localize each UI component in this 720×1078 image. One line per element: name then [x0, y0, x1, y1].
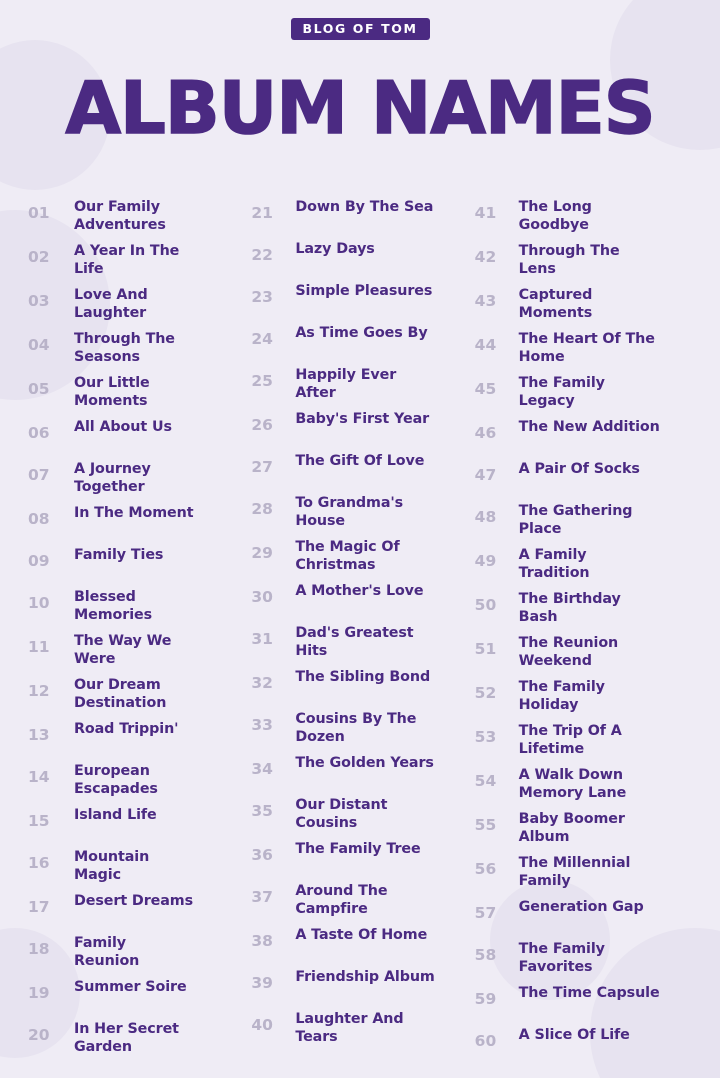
list-item — [475, 242, 698, 278]
album-number: 48 — [474, 507, 497, 526]
album-name: The Heart Of The Home — [518, 330, 655, 365]
album-number: 27 — [251, 457, 273, 476]
album-name: Through The Seasons — [74, 330, 175, 365]
list-item — [251, 926, 474, 960]
album-number: 25 — [251, 371, 273, 390]
album-name: Our Family Adventures — [74, 198, 166, 233]
album-number: 21 — [251, 203, 273, 222]
album-name: The Family Legacy — [518, 374, 605, 409]
album-number: 24 — [251, 329, 273, 348]
album-number: 49 — [474, 551, 497, 570]
list-item — [28, 504, 251, 538]
list-item — [251, 668, 474, 702]
album-number: 35 — [251, 801, 273, 820]
album-name: The Family Holiday — [518, 678, 605, 713]
list-item — [251, 240, 474, 274]
list-item — [251, 840, 474, 874]
album-number: 03 — [28, 291, 50, 310]
list-item — [28, 330, 251, 366]
album-number: 55 — [474, 815, 497, 834]
list-item — [475, 502, 698, 538]
album-number: 57 — [474, 903, 497, 922]
list-item — [475, 546, 698, 582]
album-number: 20 — [28, 1025, 50, 1044]
album-number: 28 — [251, 499, 273, 518]
album-name: The New Addition — [518, 418, 660, 435]
album-number: 01 — [28, 203, 50, 222]
album-number: 37 — [251, 887, 273, 906]
album-name: Mountain Magic — [74, 848, 150, 883]
album-number: 06 — [28, 423, 50, 442]
album-number: 16 — [28, 853, 50, 872]
album-name: Captured Moments — [518, 286, 593, 321]
album-number: 23 — [251, 287, 273, 306]
album-name: Summer Soire — [74, 978, 187, 995]
list-item — [28, 762, 251, 798]
album-name: Friendship Album — [295, 968, 435, 985]
album-name: The Long Goodbye — [518, 198, 592, 233]
album-number: 26 — [251, 415, 273, 434]
list-item — [251, 282, 474, 316]
list-item — [475, 418, 698, 452]
list-item — [28, 720, 251, 754]
album-name: Cousins By The Dozen — [295, 710, 417, 745]
album-number: 40 — [251, 1015, 273, 1034]
list-item — [28, 934, 251, 970]
album-name: The Gathering Place — [518, 502, 633, 537]
album-list — [0, 198, 720, 1060]
album-name: The Way We Were — [74, 632, 172, 667]
list-item — [475, 460, 698, 494]
album-column-3 — [475, 198, 698, 1060]
album-number: 07 — [28, 465, 50, 484]
list-item — [475, 854, 698, 890]
album-name: Baby's First Year — [295, 410, 430, 427]
album-name: The Trip Of A Lifetime — [518, 722, 622, 757]
album-number: 41 — [474, 203, 497, 222]
list-item — [475, 330, 698, 366]
album-number: 18 — [28, 939, 50, 958]
album-name: Down By The Sea — [295, 198, 434, 215]
album-number: 36 — [251, 845, 273, 864]
list-item — [251, 882, 474, 918]
list-item — [475, 286, 698, 322]
list-item — [28, 242, 251, 278]
album-name: Blessed Memories — [74, 588, 153, 623]
album-number: 53 — [474, 727, 497, 746]
list-item — [251, 754, 474, 788]
album-number: 51 — [474, 639, 497, 658]
album-number: 32 — [251, 673, 273, 692]
album-name: Laughter And Tears — [295, 1010, 404, 1045]
list-item — [475, 1026, 698, 1060]
list-item — [251, 624, 474, 660]
album-name: All About Us — [74, 418, 172, 435]
list-item — [475, 590, 698, 626]
list-item — [28, 632, 251, 668]
list-item — [28, 286, 251, 322]
album-name: Baby Boomer Album — [518, 810, 625, 845]
album-number: 59 — [474, 989, 497, 1008]
album-name: Love And Laughter — [74, 286, 148, 321]
page-title: ALBUM NAMES — [65, 65, 655, 150]
album-name: To Grandma's House — [295, 494, 404, 529]
list-item — [475, 634, 698, 670]
list-item — [251, 410, 474, 444]
list-item — [475, 722, 698, 758]
list-item — [28, 588, 251, 624]
list-item — [475, 766, 698, 802]
album-name: The Family Favorites — [518, 940, 605, 975]
album-name: The Time Capsule — [518, 984, 660, 1001]
album-number: 43 — [474, 291, 497, 310]
album-name: The Family Tree — [295, 840, 421, 857]
album-number: 10 — [28, 593, 50, 612]
list-item — [28, 978, 251, 1012]
album-name: Desert Dreams — [74, 892, 194, 909]
album-name: A Mother's Love — [295, 582, 424, 599]
album-name: The Birthday Bash — [518, 590, 621, 625]
list-item — [251, 582, 474, 616]
album-column-2 — [251, 198, 474, 1060]
album-name: Family Reunion — [74, 934, 140, 969]
list-item — [28, 892, 251, 926]
album-name: Road Trippin' — [74, 720, 179, 737]
album-name: A Walk Down Memory Lane — [518, 766, 627, 801]
list-item — [251, 324, 474, 358]
album-name: The Magic Of Christmas — [295, 538, 400, 573]
album-number: 45 — [474, 379, 497, 398]
list-item — [28, 374, 251, 410]
album-name: As Time Goes By — [295, 324, 428, 341]
list-item — [251, 796, 474, 832]
list-item — [251, 494, 474, 530]
album-name: The Reunion Weekend — [518, 634, 619, 669]
list-item — [28, 676, 251, 712]
album-name: A Journey Together — [74, 460, 151, 495]
list-item — [28, 848, 251, 884]
album-name: A Taste Of Home — [295, 926, 428, 943]
list-item — [251, 968, 474, 1002]
album-name: In Her Secret Garden — [74, 1020, 179, 1055]
album-name: The Golden Years — [295, 754, 434, 771]
album-number: 09 — [28, 551, 50, 570]
album-name: Dad's Greatest Hits — [295, 624, 414, 659]
album-number: 34 — [251, 759, 273, 778]
album-name: Lazy Days — [295, 240, 375, 257]
list-item — [251, 538, 474, 574]
list-item — [251, 1010, 474, 1046]
album-name: The Gift Of Love — [295, 452, 425, 469]
list-item — [28, 806, 251, 840]
album-number: 50 — [474, 595, 497, 614]
album-name: Our Dream Destination — [74, 676, 167, 711]
album-number: 52 — [474, 683, 497, 702]
album-number: 31 — [251, 629, 273, 648]
list-item — [28, 198, 251, 234]
list-item — [28, 460, 251, 496]
album-number: 42 — [474, 247, 497, 266]
album-number: 60 — [474, 1031, 497, 1050]
list-item — [251, 710, 474, 746]
album-number: 12 — [28, 681, 50, 700]
album-number: 19 — [28, 983, 50, 1002]
list-item — [475, 984, 698, 1018]
album-name: Happily Ever After — [295, 366, 397, 401]
album-name: A Family Tradition — [518, 546, 590, 581]
album-number: 56 — [474, 859, 497, 878]
album-number: 47 — [474, 465, 497, 484]
album-number: 38 — [251, 931, 273, 950]
album-number: 04 — [28, 335, 50, 354]
album-number: 14 — [28, 767, 50, 786]
album-name: Our Little Moments — [74, 374, 150, 409]
album-name: Around The Campfire — [295, 882, 388, 917]
album-number: 29 — [251, 543, 273, 562]
album-number: 05 — [28, 379, 50, 398]
album-number: 22 — [251, 245, 273, 264]
list-item — [475, 678, 698, 714]
list-item — [28, 418, 251, 452]
album-number: 02 — [28, 247, 50, 266]
album-number: 46 — [474, 423, 497, 442]
brand-header — [0, 0, 720, 40]
album-name: The Sibling Bond — [295, 668, 431, 685]
album-number: 08 — [28, 509, 50, 528]
album-column-1 — [28, 198, 251, 1060]
album-name: Our Distant Cousins — [295, 796, 388, 831]
album-name: Generation Gap — [518, 898, 644, 915]
list-item — [475, 810, 698, 846]
album-name: Simple Pleasures — [295, 282, 433, 299]
album-number: 33 — [251, 715, 273, 734]
album-number: 17 — [28, 897, 50, 916]
list-item — [475, 898, 698, 932]
list-item — [28, 1020, 251, 1056]
album-number: 13 — [28, 725, 50, 744]
album-name: In The Moment — [74, 504, 194, 521]
list-item — [28, 546, 251, 580]
album-name: Through The Lens — [518, 242, 620, 277]
album-name: Family Ties — [74, 546, 164, 563]
album-number: 39 — [251, 973, 273, 992]
album-number: 54 — [474, 771, 497, 790]
list-item — [475, 940, 698, 976]
list-item — [475, 198, 698, 234]
list-item — [251, 366, 474, 402]
album-name: The Millennial Family — [518, 854, 631, 889]
album-number: 58 — [474, 945, 497, 964]
album-name: European Escapades — [74, 762, 158, 797]
album-number: 11 — [28, 637, 50, 656]
album-name: A Year In The Life — [74, 242, 180, 277]
list-item — [475, 374, 698, 410]
album-name: Island Life — [74, 806, 157, 823]
list-item — [251, 452, 474, 486]
album-name: A Pair Of Socks — [518, 460, 640, 477]
album-number: 30 — [251, 587, 273, 606]
album-number: 44 — [474, 335, 497, 354]
list-item — [251, 198, 474, 232]
brand-badge: BLOG OF TOM — [291, 18, 430, 40]
album-number: 15 — [28, 811, 50, 830]
album-name: A Slice Of Life — [518, 1026, 630, 1043]
